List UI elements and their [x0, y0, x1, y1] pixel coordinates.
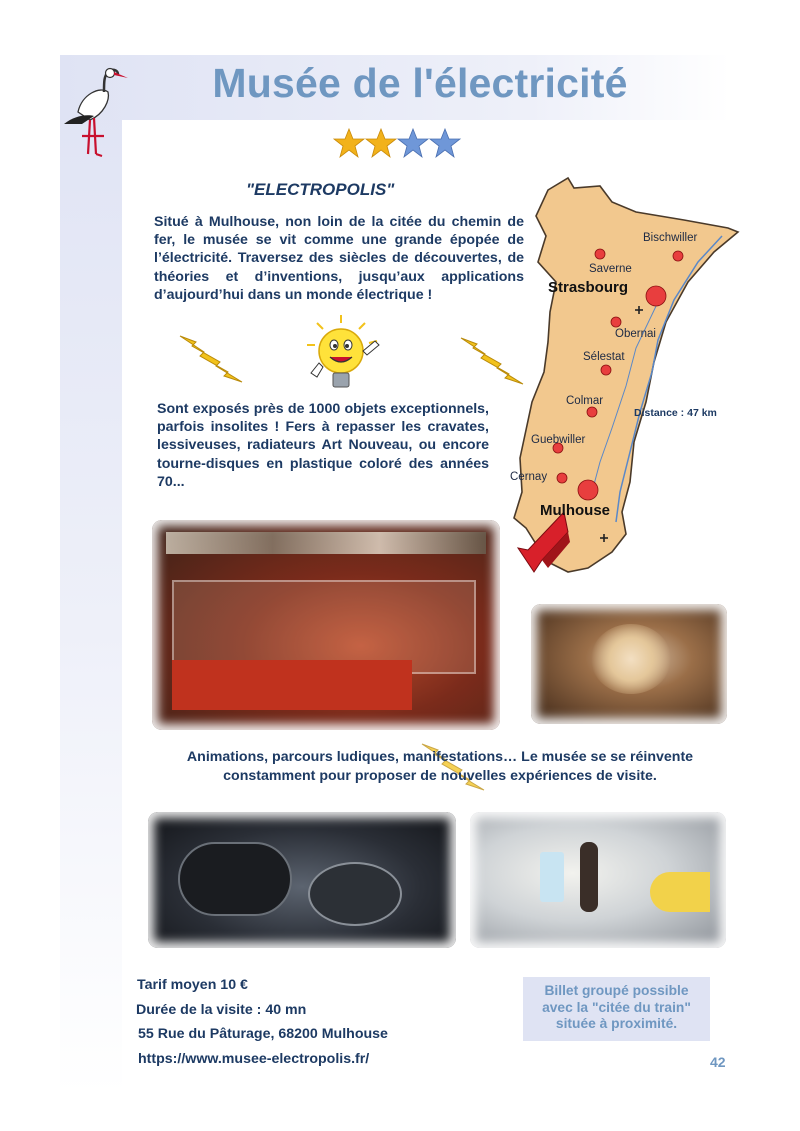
star-icon	[430, 129, 460, 157]
website-link[interactable]: https://www.musee-electropolis.fr/	[138, 1050, 370, 1067]
map-label-cernay: Cernay	[510, 471, 548, 483]
left-sidebar-band	[60, 55, 122, 1095]
combined-ticket-note	[523, 977, 710, 1041]
star-icon	[398, 129, 428, 157]
rating-stars	[333, 127, 463, 161]
map-label-strasbourg: Strasbourg	[548, 279, 629, 296]
steam-engine-photo	[148, 812, 456, 948]
alsace-map	[508, 172, 743, 582]
animations-text	[140, 748, 740, 786]
visit-info	[136, 977, 388, 1075]
map-label-selestat: Sélestat	[583, 351, 625, 363]
map-label-colmar: Colmar	[566, 395, 604, 407]
static-hair-girl-photo	[531, 604, 727, 724]
map-label-saverne: Saverne	[589, 263, 632, 275]
interactive-exhibit-photo	[470, 812, 726, 948]
stork-logo	[60, 62, 130, 162]
collection-paragraph: Sont exposés près de 1000 objets exceptionnels, parfois insolites ! Fers à repasser les cravates, lessiveuses, radiateurs Art Nouveau, ou encore tourne-disques en plastique coloré des années 70...	[157, 401, 489, 490]
map-label-obernai: Obernai	[615, 328, 656, 340]
museum-gallery-photo	[152, 520, 500, 730]
lightning-bolt-icon	[178, 332, 244, 384]
intro-paragraph: Situé à Mulhouse, non loin de la citée du chemin de fer, le musée se vit comme une grande épopée de l’électricité. Traversez des siècles de découvertes, de théories et d’inventions, jusqu’aux applications d’aujourd’hui dans un monde électrique !	[154, 214, 524, 303]
page-number: 42	[710, 1054, 726, 1070]
map-label-guebwiller: Guebwiller	[531, 434, 586, 446]
museum-subtitle: "ELECTROPOLIS"	[246, 180, 395, 199]
duration-text: Durée de la visite : 40 mn	[136, 1001, 307, 1018]
price-text: Tarif moyen 10 €	[137, 977, 248, 993]
address-text: 55 Rue du Pâturage, 68200 Mulhouse	[138, 1026, 388, 1042]
animations-line-1: Animations, parcours ludiques, manifestations… Le musée se se réinvente	[186, 749, 694, 765]
star-icon	[366, 129, 396, 157]
map-label-mulhouse: Mulhouse	[540, 502, 610, 519]
note-line-3: située à proximité.	[555, 1016, 678, 1031]
animations-line-2: constamment pour proposer de nouvelles expériences de visite.	[223, 768, 657, 784]
lightbulb-mascot-icon	[303, 313, 385, 397]
map-label-bischwiller: Bischwiller	[643, 232, 698, 244]
star-icon	[334, 129, 364, 157]
map-distance: Distance : 47 km	[634, 407, 717, 419]
note-line-1: Billet groupé possible	[544, 983, 689, 998]
note-line-2: avec la "citée du train"	[542, 999, 691, 1015]
page-title: Musée de l'électricité	[212, 60, 628, 106]
